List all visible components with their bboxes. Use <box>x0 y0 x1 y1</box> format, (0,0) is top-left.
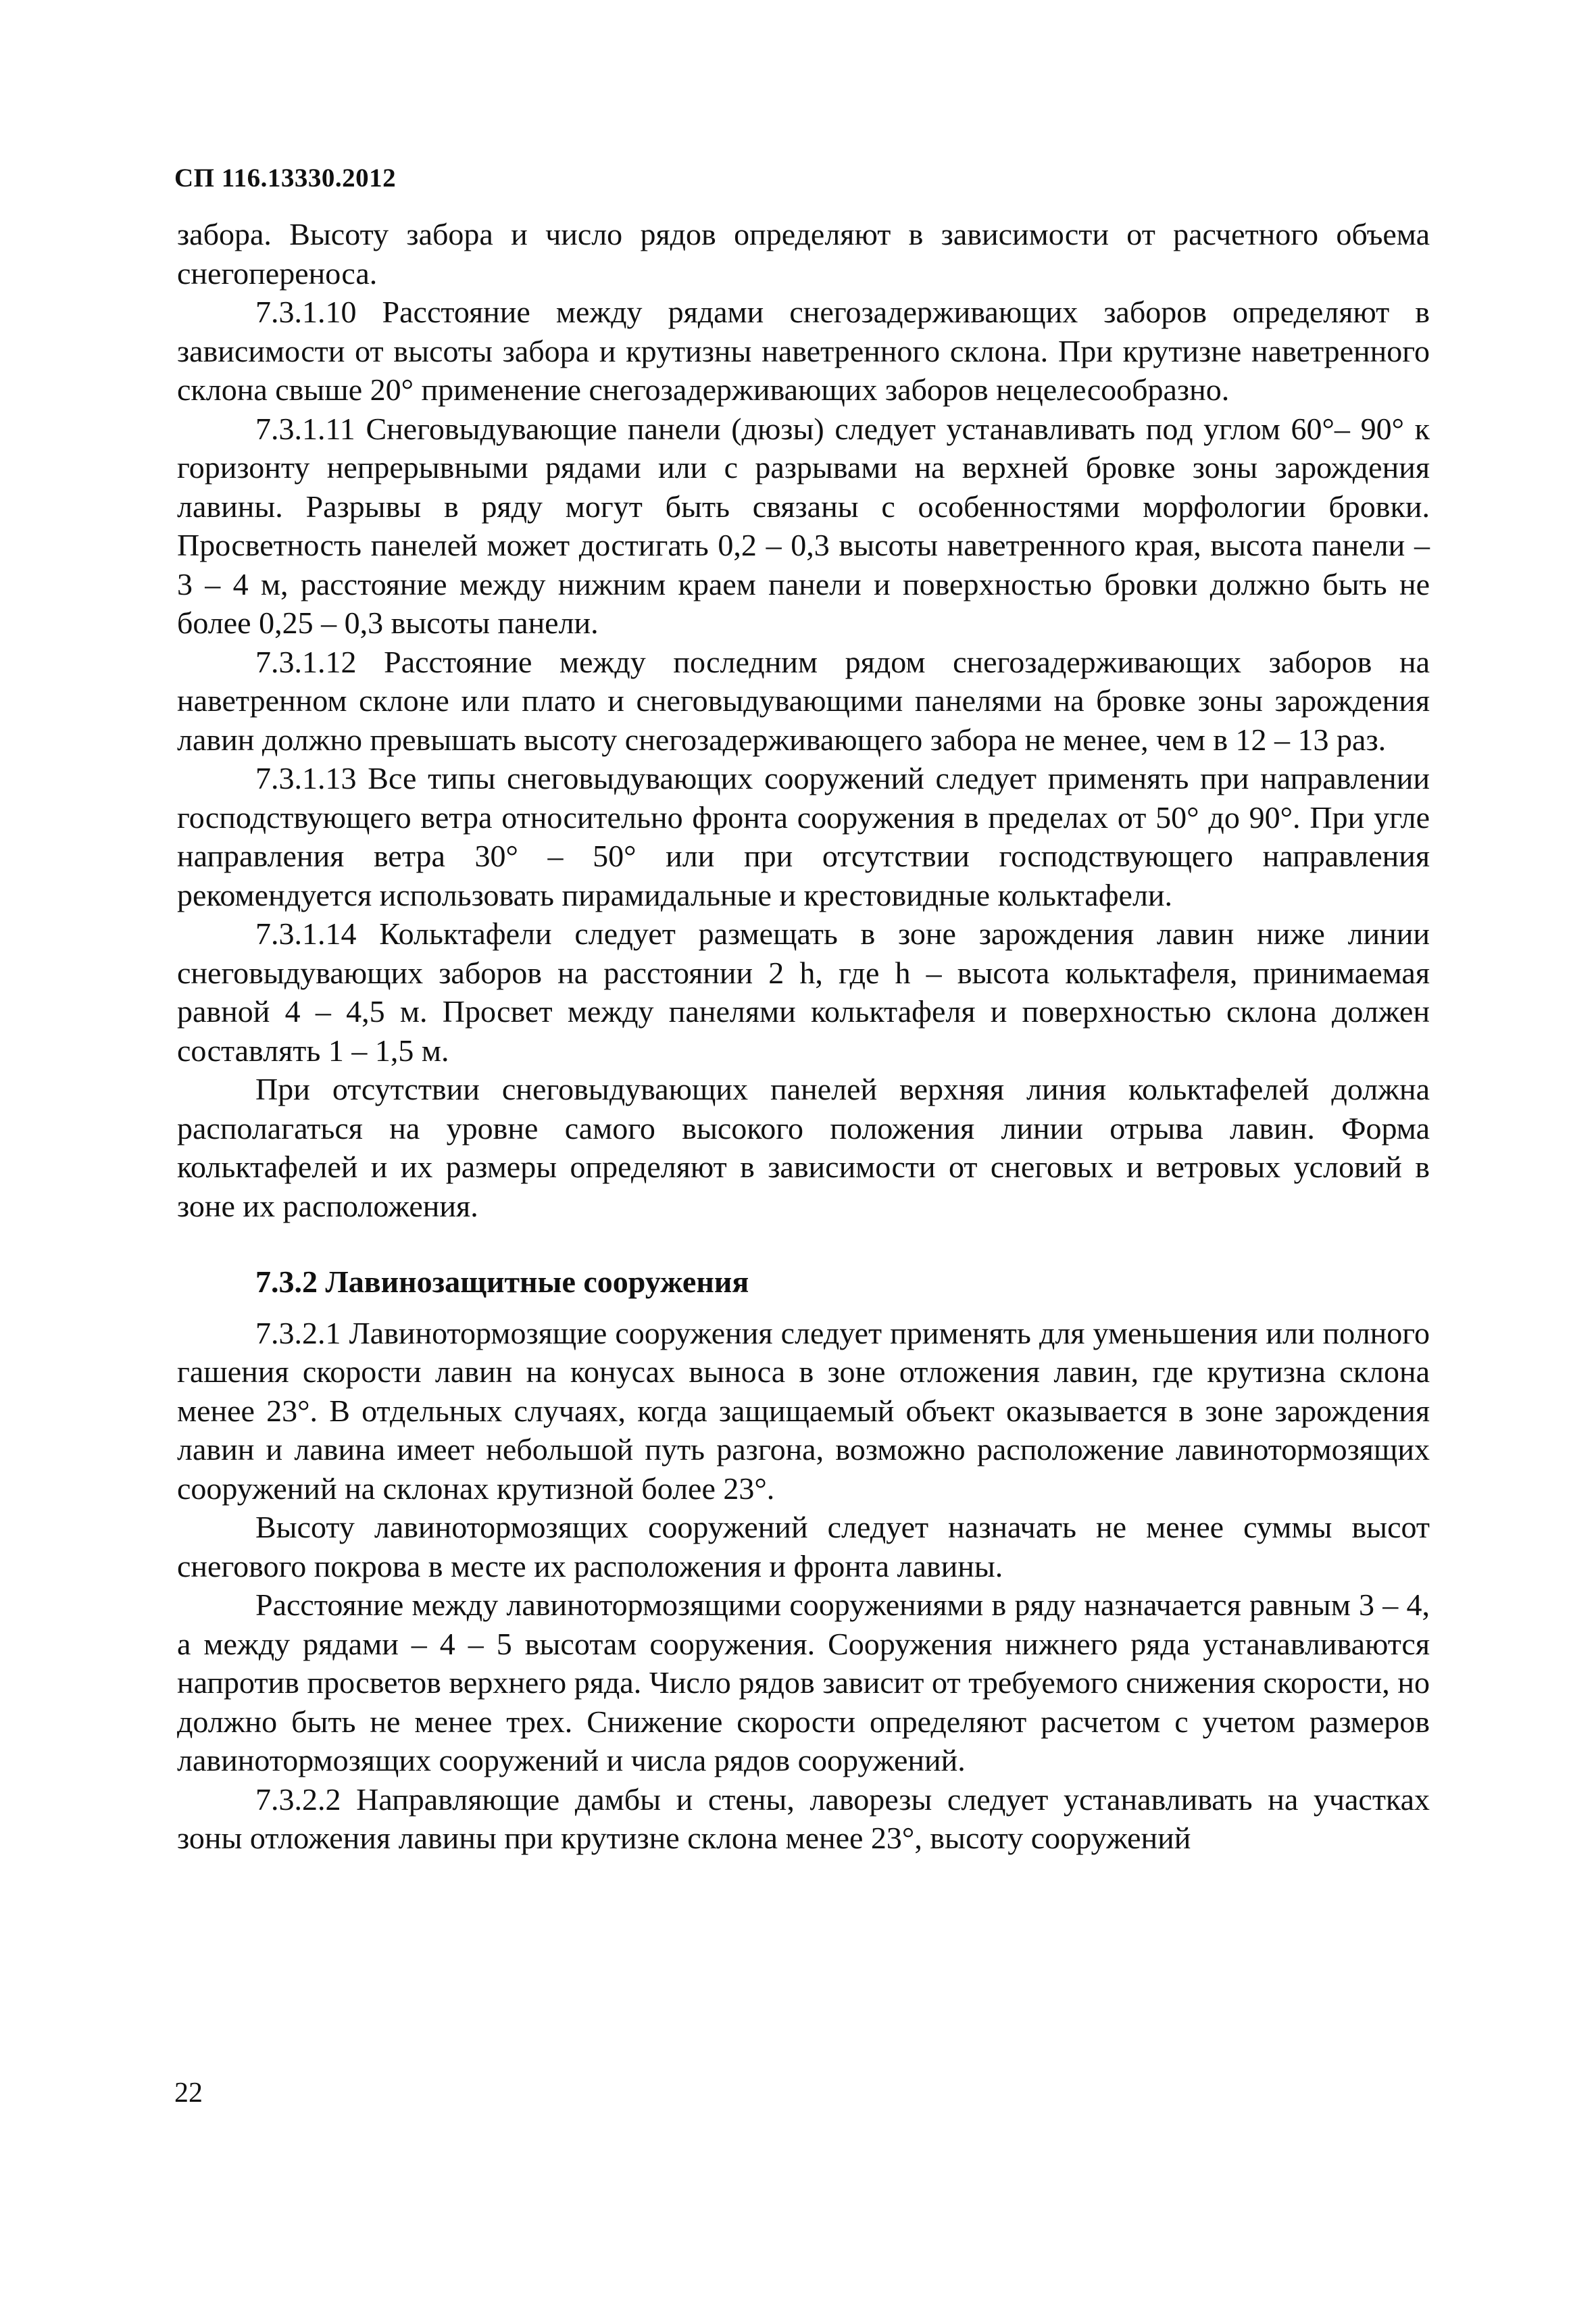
paragraph-height-requirement: Высоту лавинотормозящих сооружений следует назначать не менее суммы высот снегового покрова в месте их расположения и фронта лавины. <box>177 1510 1430 1583</box>
paragraph-7-3-1-13: 7.3.1.13 Все типы снеговыдувающих сооружений следует применять при направлении господствующего ветра относительно фронта сооружения в пределах от 50° до 90°. При угле направления ветра 30° – 50° или при отсутствии господствующего направления рекомендуется использовать пирамидальные и крестовидные кольктафели. <box>177 761 1430 912</box>
paragraph-continuation: забора. Высоту забора и число рядов определяют в зависимости от расчетного объема снегопереноса. <box>177 217 1430 291</box>
section-heading-7-3-2: 7.3.2 Лавинозащитные сооружения <box>255 1264 749 1299</box>
page-number: 22 <box>174 2077 203 2109</box>
paragraph-7-3-2-2: 7.3.2.2 Направляющие дамбы и стены, лаворезы следует устанавливать на участках зоны отложения лавины при крутизне склона менее 23°, высоту сооружений <box>177 1781 1430 1855</box>
page-body <box>177 215 1430 1858</box>
document-code: СП 116.13330.2012 <box>174 164 397 193</box>
paragraph-7-3-1-10: 7.3.1.10 Расстояние между рядами снегозадерживающих заборов определяют в зависимости от высоты забора и крутизны наветренного склона. При крутизне наветренного склона свыше 20° применение снегозадерживающих заборов нецелесообразно. <box>177 295 1430 407</box>
paragraph-7-3-1-14: 7.3.1.14 Кольктафели следует размещать в зоне зарождения лавин ниже линии снеговыдувающих заборов на расстоянии 2 h, где h – высота кольктафеля, принимаемая равной 4 – 4,5 м. Просвет между панелями кольктафеля и поверхностью склона должен составлять 1 – 1,5 м. <box>177 916 1430 1068</box>
paragraph-spacing-rows: Расстояние между лавинотормозящими сооружениями в ряду назначается равным 3 – 4, а между рядами – 4 – 5 высотам сооружения. Сооружения нижнего ряда устанавливаются напротив просветов верхнего ряда. Число рядов зависит от требуемого снижения скорости, но должно быть не менее трех. Снижение скорости определяют расчетом с учетом размеров лавинотормозящих сооружений и числа рядов сооружений. <box>177 1587 1430 1777</box>
paragraph-koltafel-note: При отсутствии снеговыдувающих панелей верхняя линия кольктафелей должна располагаться на уровне самого высокого положения линии отрыва лавин. Форма кольктафелей и их размеры определяют в зависимости от снеговых и ветровых условий в зоне их расположения. <box>177 1072 1430 1223</box>
paragraph-7-3-2-1: 7.3.2.1 Лавинотормозящие сооружения следует применять для уменьшения или полного гашения скорости лавин на конусах выноса в зоне отложения лавин, где крутизна склона менее 23°. В отдельных случаях, когда защищаемый объект оказывается в зоне зарождения лавин и лавина имеет небольшой путь разгона, возможно расположение лавинотормозящих сооружений на склонах крутизной более 23°. <box>177 1315 1430 1506</box>
paragraph-7-3-1-12: 7.3.1.12 Расстояние между последним рядом снегозадерживающих заборов на наветренном склоне или плато и снеговыдувающими панелями на бровке зоны зарождения лавин должно превышать высоту снегозадерживающего забора не менее, чем в 12 – 13 раз. <box>177 644 1430 757</box>
paragraph-7-3-1-11: 7.3.1.11 Снеговыдувающие панели (дюзы) следует устанавливать под углом 60°– 90° к горизонту непрерывными рядами или с разрывами на верхней бровке зоны зарождения лавины. Разрывы в ряду могут быть связаны с особенностями морфологии бровки. Просветность панелей может достигать 0,2 – 0,3 высоты наветренного края, высота панели – 3 – 4 м, расстояние между нижним краем панели и поверхностью бровки должно быть не более 0,25 – 0,3 высоты панели. <box>177 411 1430 640</box>
